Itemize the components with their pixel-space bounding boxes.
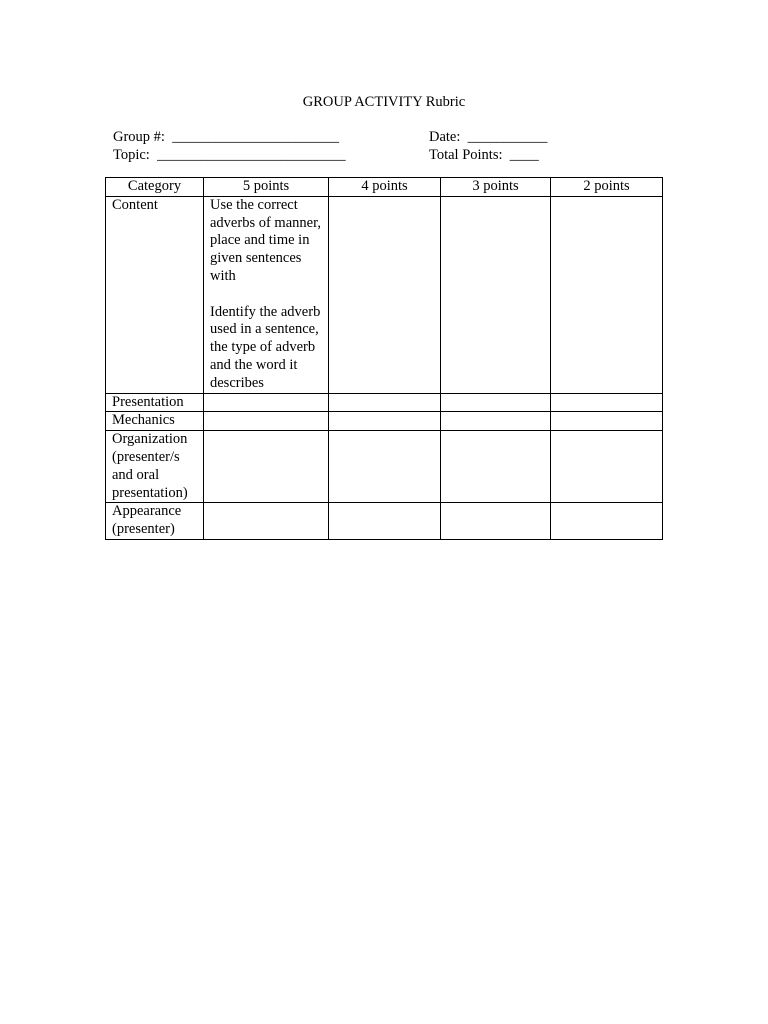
- empty-cell: [329, 412, 441, 431]
- category-cell: Presentation: [106, 393, 204, 412]
- criteria-cell: Use the correct adverbs of manner, place and time in given sentences with Identify the adverb used in a sentence, the type of adverb and the word it describes: [204, 196, 329, 393]
- category-cell: Content: [106, 196, 204, 393]
- header-3-points: 3 points: [441, 178, 551, 197]
- date-field: Date: ___________: [429, 129, 548, 145]
- group-number-field: Group #: _______________________: [113, 129, 339, 145]
- header-category: Category: [106, 178, 204, 197]
- empty-cell: [204, 412, 329, 431]
- empty-cell: [329, 503, 441, 540]
- table-row: [106, 503, 663, 540]
- empty-cell: [441, 393, 551, 412]
- empty-cell: [204, 503, 329, 540]
- empty-cell: [551, 412, 663, 431]
- header-4-points: 4 points: [329, 178, 441, 197]
- empty-cell: [441, 196, 551, 393]
- rubric-table: [105, 177, 663, 540]
- empty-cell: [329, 393, 441, 412]
- empty-cell: [441, 431, 551, 503]
- empty-cell: [551, 431, 663, 503]
- table-row: [106, 431, 663, 503]
- total-points-field: Total Points: ____: [429, 147, 539, 163]
- empty-cell: [329, 196, 441, 393]
- empty-cell: [441, 412, 551, 431]
- empty-cell: [551, 196, 663, 393]
- category-cell: Mechanics: [106, 412, 204, 431]
- topic-field: Topic: __________________________: [113, 147, 346, 163]
- document-title: GROUP ACTIVITY Rubric: [302, 94, 466, 110]
- header-row: [106, 178, 663, 197]
- table-row: [106, 393, 663, 412]
- empty-cell: [441, 503, 551, 540]
- table-row: [106, 412, 663, 431]
- empty-cell: [551, 393, 663, 412]
- empty-cell: [551, 503, 663, 540]
- header-5-points: 5 points: [204, 178, 329, 197]
- empty-cell: [204, 393, 329, 412]
- empty-cell: [204, 431, 329, 503]
- category-cell: Appearance (presenter): [106, 503, 204, 540]
- header-2-points: 2 points: [551, 178, 663, 197]
- table-row: [106, 196, 663, 393]
- empty-cell: [329, 431, 441, 503]
- category-cell: Organization (presenter/s and oral presentation): [106, 431, 204, 503]
